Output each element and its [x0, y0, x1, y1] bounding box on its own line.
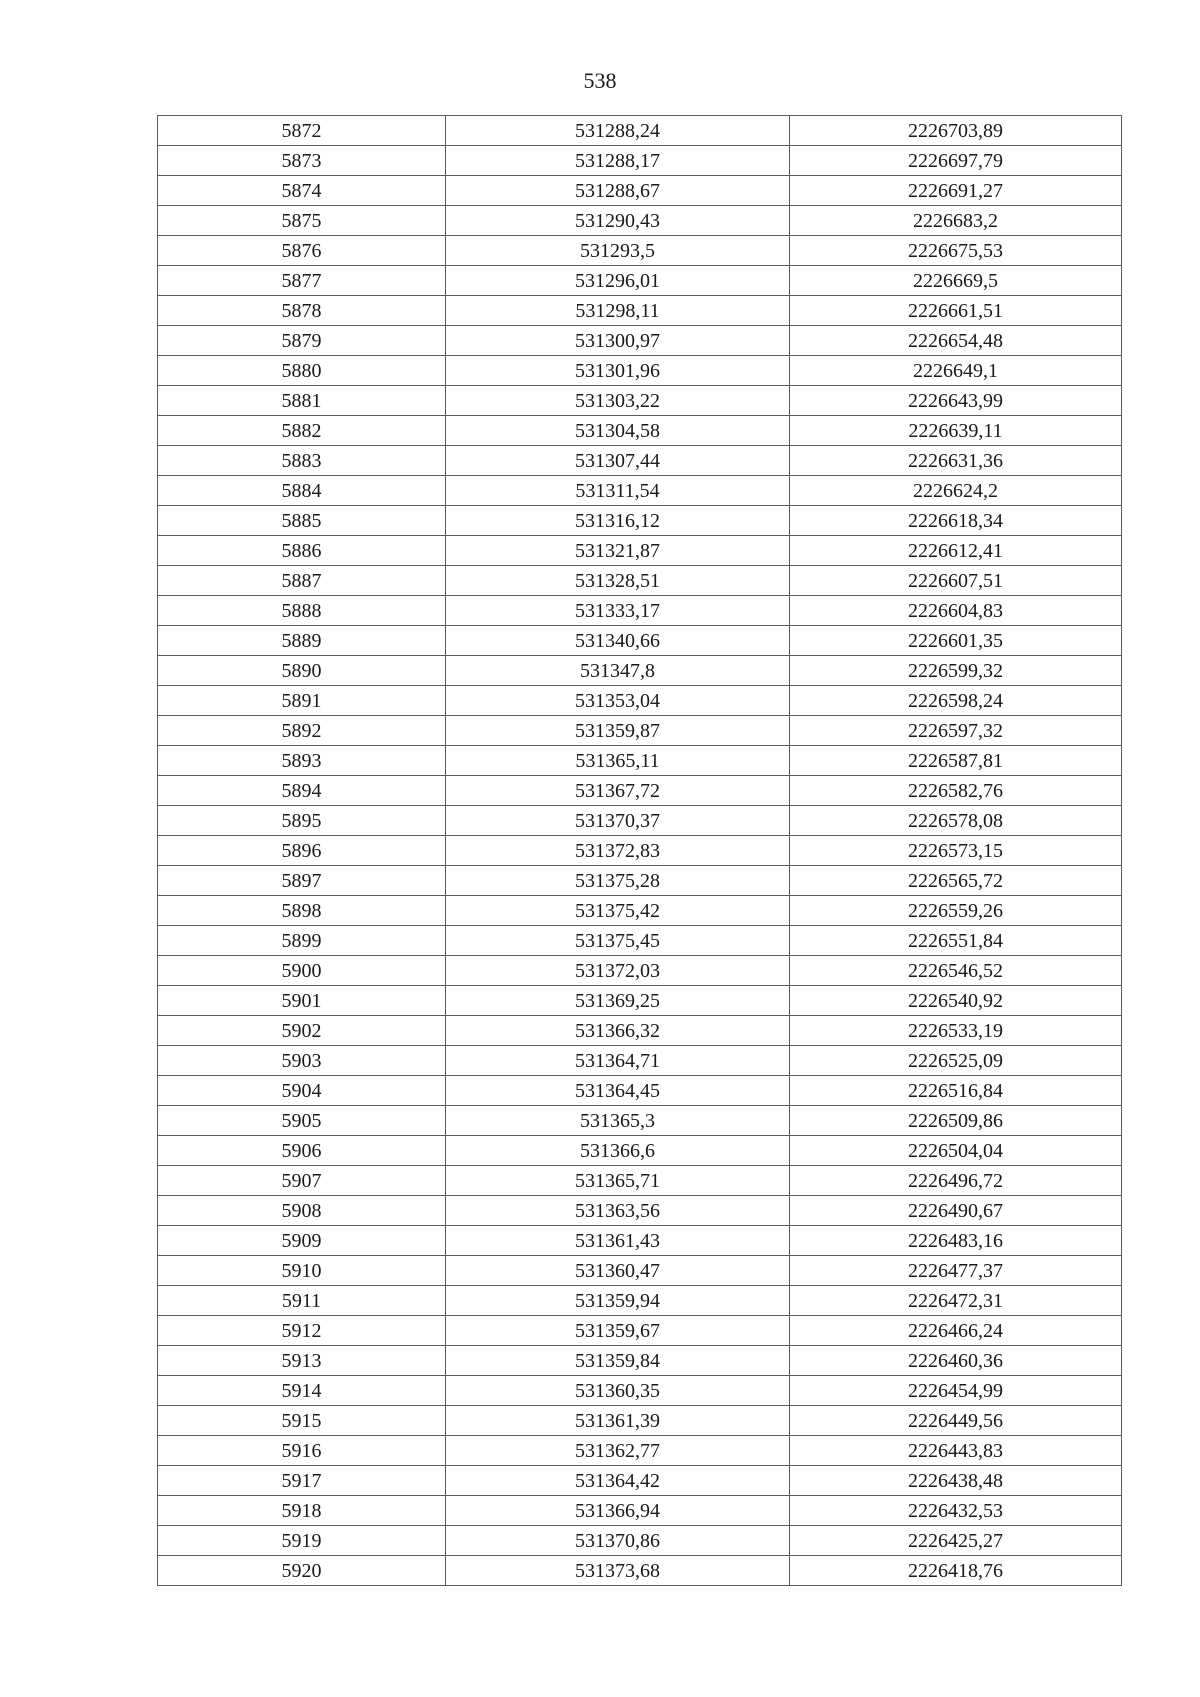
x-coordinate-cell: 531347,8: [446, 656, 790, 686]
y-coordinate-cell: 2226669,5: [790, 266, 1122, 296]
y-coordinate-cell: 2226460,36: [790, 1346, 1122, 1376]
y-coordinate-cell: 2226607,51: [790, 566, 1122, 596]
point-number-cell: 5899: [158, 926, 446, 956]
point-number-cell: 5886: [158, 536, 446, 566]
x-coordinate-cell: 531372,03: [446, 956, 790, 986]
x-coordinate-cell: 531364,45: [446, 1076, 790, 1106]
point-number-cell: 5891: [158, 686, 446, 716]
point-number-cell: 5874: [158, 176, 446, 206]
table-row: [158, 926, 1122, 956]
y-coordinate-cell: 2226533,19: [790, 1016, 1122, 1046]
table-row: [158, 896, 1122, 926]
coordinates-table-body: [158, 116, 1122, 1586]
table-row: [158, 806, 1122, 836]
y-coordinate-cell: 2226601,35: [790, 626, 1122, 656]
x-coordinate-cell: 531367,72: [446, 776, 790, 806]
point-number-cell: 5896: [158, 836, 446, 866]
y-coordinate-cell: 2226466,24: [790, 1316, 1122, 1346]
table-row: [158, 236, 1122, 266]
y-coordinate-cell: 2226449,56: [790, 1406, 1122, 1436]
page-number: 538: [583, 68, 617, 93]
y-coordinate-cell: 2226691,27: [790, 176, 1122, 206]
y-coordinate-cell: 2226697,79: [790, 146, 1122, 176]
x-coordinate-cell: 531316,12: [446, 506, 790, 536]
y-coordinate-cell: 2226432,53: [790, 1496, 1122, 1526]
point-number-cell: 5912: [158, 1316, 446, 1346]
point-number-cell: 5902: [158, 1016, 446, 1046]
point-number-cell: 5893: [158, 746, 446, 776]
x-coordinate-cell: 531363,56: [446, 1196, 790, 1226]
x-coordinate-cell: 531307,44: [446, 446, 790, 476]
x-coordinate-cell: 531311,54: [446, 476, 790, 506]
x-coordinate-cell: 531300,97: [446, 326, 790, 356]
table-row: [158, 506, 1122, 536]
point-number-cell: 5911: [158, 1286, 446, 1316]
y-coordinate-cell: 2226643,99: [790, 386, 1122, 416]
y-coordinate-cell: 2226675,53: [790, 236, 1122, 266]
x-coordinate-cell: 531288,17: [446, 146, 790, 176]
y-coordinate-cell: 2226624,2: [790, 476, 1122, 506]
point-number-cell: 5913: [158, 1346, 446, 1376]
x-coordinate-cell: 531366,32: [446, 1016, 790, 1046]
y-coordinate-cell: 2226649,1: [790, 356, 1122, 386]
x-coordinate-cell: 531298,11: [446, 296, 790, 326]
x-coordinate-cell: 531290,43: [446, 206, 790, 236]
table-row: [158, 836, 1122, 866]
y-coordinate-cell: 2226612,41: [790, 536, 1122, 566]
x-coordinate-cell: 531375,45: [446, 926, 790, 956]
table-row: [158, 1346, 1122, 1376]
table-row: [158, 656, 1122, 686]
y-coordinate-cell: 2226443,83: [790, 1436, 1122, 1466]
table-row: [158, 1466, 1122, 1496]
point-number-cell: 5916: [158, 1436, 446, 1466]
table-row: [158, 1556, 1122, 1586]
y-coordinate-cell: 2226425,27: [790, 1526, 1122, 1556]
point-number-cell: 5876: [158, 236, 446, 266]
x-coordinate-cell: 531360,47: [446, 1256, 790, 1286]
table-row: [158, 446, 1122, 476]
point-number-cell: 5904: [158, 1076, 446, 1106]
y-coordinate-cell: 2226683,2: [790, 206, 1122, 236]
y-coordinate-cell: 2226598,24: [790, 686, 1122, 716]
x-coordinate-cell: 531359,84: [446, 1346, 790, 1376]
y-coordinate-cell: 2226582,76: [790, 776, 1122, 806]
point-number-cell: 5895: [158, 806, 446, 836]
point-number-cell: 5906: [158, 1136, 446, 1166]
table-row: [158, 1286, 1122, 1316]
x-coordinate-cell: 531369,25: [446, 986, 790, 1016]
table-row: [158, 746, 1122, 776]
point-number-cell: 5919: [158, 1526, 446, 1556]
coordinates-table: [157, 115, 1122, 1586]
table-row: [158, 866, 1122, 896]
y-coordinate-cell: 2226587,81: [790, 746, 1122, 776]
table-row: [158, 266, 1122, 296]
point-number-cell: 5910: [158, 1256, 446, 1286]
table-row: [158, 1526, 1122, 1556]
x-coordinate-cell: 531375,28: [446, 866, 790, 896]
table-row: [158, 1046, 1122, 1076]
point-number-cell: 5883: [158, 446, 446, 476]
x-coordinate-cell: 531303,22: [446, 386, 790, 416]
y-coordinate-cell: 2226477,37: [790, 1256, 1122, 1286]
y-coordinate-cell: 2226703,89: [790, 116, 1122, 146]
point-number-cell: 5875: [158, 206, 446, 236]
y-coordinate-cell: 2226639,11: [790, 416, 1122, 446]
x-coordinate-cell: 531364,42: [446, 1466, 790, 1496]
y-coordinate-cell: 2226661,51: [790, 296, 1122, 326]
table-row: [158, 1316, 1122, 1346]
table-row: [158, 1166, 1122, 1196]
table-row: [158, 1136, 1122, 1166]
y-coordinate-cell: 2226599,32: [790, 656, 1122, 686]
table-row: [158, 176, 1122, 206]
x-coordinate-cell: 531288,67: [446, 176, 790, 206]
point-number-cell: 5909: [158, 1226, 446, 1256]
point-number-cell: 5914: [158, 1376, 446, 1406]
table-row: [158, 1076, 1122, 1106]
point-number-cell: 5903: [158, 1046, 446, 1076]
point-number-cell: 5889: [158, 626, 446, 656]
point-number-cell: 5882: [158, 416, 446, 446]
x-coordinate-cell: 531359,87: [446, 716, 790, 746]
point-number-cell: 5880: [158, 356, 446, 386]
point-number-cell: 5907: [158, 1166, 446, 1196]
y-coordinate-cell: 2226618,34: [790, 506, 1122, 536]
y-coordinate-cell: 2226509,86: [790, 1106, 1122, 1136]
x-coordinate-cell: 531362,77: [446, 1436, 790, 1466]
table-row: [158, 386, 1122, 416]
y-coordinate-cell: 2226546,52: [790, 956, 1122, 986]
table-row: [158, 956, 1122, 986]
point-number-cell: 5879: [158, 326, 446, 356]
x-coordinate-cell: 531370,86: [446, 1526, 790, 1556]
point-number-cell: 5898: [158, 896, 446, 926]
y-coordinate-cell: 2226540,92: [790, 986, 1122, 1016]
x-coordinate-cell: 531365,11: [446, 746, 790, 776]
x-coordinate-cell: 531373,68: [446, 1556, 790, 1586]
point-number-cell: 5905: [158, 1106, 446, 1136]
point-number-cell: 5917: [158, 1466, 446, 1496]
point-number-cell: 5894: [158, 776, 446, 806]
table-row: [158, 1496, 1122, 1526]
y-coordinate-cell: 2226490,67: [790, 1196, 1122, 1226]
table-row: [158, 296, 1122, 326]
x-coordinate-cell: 531301,96: [446, 356, 790, 386]
point-number-cell: 5915: [158, 1406, 446, 1436]
table-row: [158, 626, 1122, 656]
x-coordinate-cell: 531366,94: [446, 1496, 790, 1526]
x-coordinate-cell: 531361,39: [446, 1406, 790, 1436]
point-number-cell: 5918: [158, 1496, 446, 1526]
y-coordinate-cell: 2226496,72: [790, 1166, 1122, 1196]
y-coordinate-cell: 2226483,16: [790, 1226, 1122, 1256]
table-row: [158, 1376, 1122, 1406]
x-coordinate-cell: 531361,43: [446, 1226, 790, 1256]
x-coordinate-cell: 531333,17: [446, 596, 790, 626]
x-coordinate-cell: 531364,71: [446, 1046, 790, 1076]
x-coordinate-cell: 531304,58: [446, 416, 790, 446]
point-number-cell: 5872: [158, 116, 446, 146]
table-row: [158, 536, 1122, 566]
y-coordinate-cell: 2226654,48: [790, 326, 1122, 356]
y-coordinate-cell: 2226559,26: [790, 896, 1122, 926]
x-coordinate-cell: 531360,35: [446, 1376, 790, 1406]
table-row: [158, 326, 1122, 356]
point-number-cell: 5892: [158, 716, 446, 746]
y-coordinate-cell: 2226454,99: [790, 1376, 1122, 1406]
y-coordinate-cell: 2226438,48: [790, 1466, 1122, 1496]
point-number-cell: 5873: [158, 146, 446, 176]
x-coordinate-cell: 531375,42: [446, 896, 790, 926]
table-row: [158, 686, 1122, 716]
y-coordinate-cell: 2226516,84: [790, 1076, 1122, 1106]
y-coordinate-cell: 2226597,32: [790, 716, 1122, 746]
y-coordinate-cell: 2226525,09: [790, 1046, 1122, 1076]
x-coordinate-cell: 531353,04: [446, 686, 790, 716]
table-row: [158, 116, 1122, 146]
y-coordinate-cell: 2226573,15: [790, 836, 1122, 866]
y-coordinate-cell: 2226565,72: [790, 866, 1122, 896]
table-row: [158, 776, 1122, 806]
point-number-cell: 5900: [158, 956, 446, 986]
table-row: [158, 146, 1122, 176]
x-coordinate-cell: 531288,24: [446, 116, 790, 146]
point-number-cell: 5884: [158, 476, 446, 506]
table-row: [158, 476, 1122, 506]
point-number-cell: 5877: [158, 266, 446, 296]
point-number-cell: 5878: [158, 296, 446, 326]
table-row: [158, 416, 1122, 446]
y-coordinate-cell: 2226578,08: [790, 806, 1122, 836]
point-number-cell: 5887: [158, 566, 446, 596]
table-row: [158, 1226, 1122, 1256]
table-row: [158, 986, 1122, 1016]
x-coordinate-cell: 531296,01: [446, 266, 790, 296]
table-row: [158, 1436, 1122, 1466]
table-row: [158, 1406, 1122, 1436]
x-coordinate-cell: 531359,67: [446, 1316, 790, 1346]
x-coordinate-cell: 531365,71: [446, 1166, 790, 1196]
point-number-cell: 5901: [158, 986, 446, 1016]
point-number-cell: 5897: [158, 866, 446, 896]
x-coordinate-cell: 531366,6: [446, 1136, 790, 1166]
point-number-cell: 5881: [158, 386, 446, 416]
y-coordinate-cell: 2226631,36: [790, 446, 1122, 476]
table-row: [158, 206, 1122, 236]
table-row: [158, 1256, 1122, 1286]
table-row: [158, 356, 1122, 386]
point-number-cell: 5885: [158, 506, 446, 536]
table-row: [158, 1106, 1122, 1136]
x-coordinate-cell: 531359,94: [446, 1286, 790, 1316]
point-number-cell: 5888: [158, 596, 446, 626]
table-row: [158, 1016, 1122, 1046]
x-coordinate-cell: 531365,3: [446, 1106, 790, 1136]
x-coordinate-cell: 531321,87: [446, 536, 790, 566]
table-row: [158, 716, 1122, 746]
y-coordinate-cell: 2226472,31: [790, 1286, 1122, 1316]
table-row: [158, 596, 1122, 626]
x-coordinate-cell: 531328,51: [446, 566, 790, 596]
y-coordinate-cell: 2226604,83: [790, 596, 1122, 626]
x-coordinate-cell: 531293,5: [446, 236, 790, 266]
y-coordinate-cell: 2226551,84: [790, 926, 1122, 956]
y-coordinate-cell: 2226504,04: [790, 1136, 1122, 1166]
x-coordinate-cell: 531370,37: [446, 806, 790, 836]
y-coordinate-cell: 2226418,76: [790, 1556, 1122, 1586]
table-row: [158, 1196, 1122, 1226]
point-number-cell: 5908: [158, 1196, 446, 1226]
x-coordinate-cell: 531372,83: [446, 836, 790, 866]
point-number-cell: 5920: [158, 1556, 446, 1586]
table-row: [158, 566, 1122, 596]
point-number-cell: 5890: [158, 656, 446, 686]
x-coordinate-cell: 531340,66: [446, 626, 790, 656]
